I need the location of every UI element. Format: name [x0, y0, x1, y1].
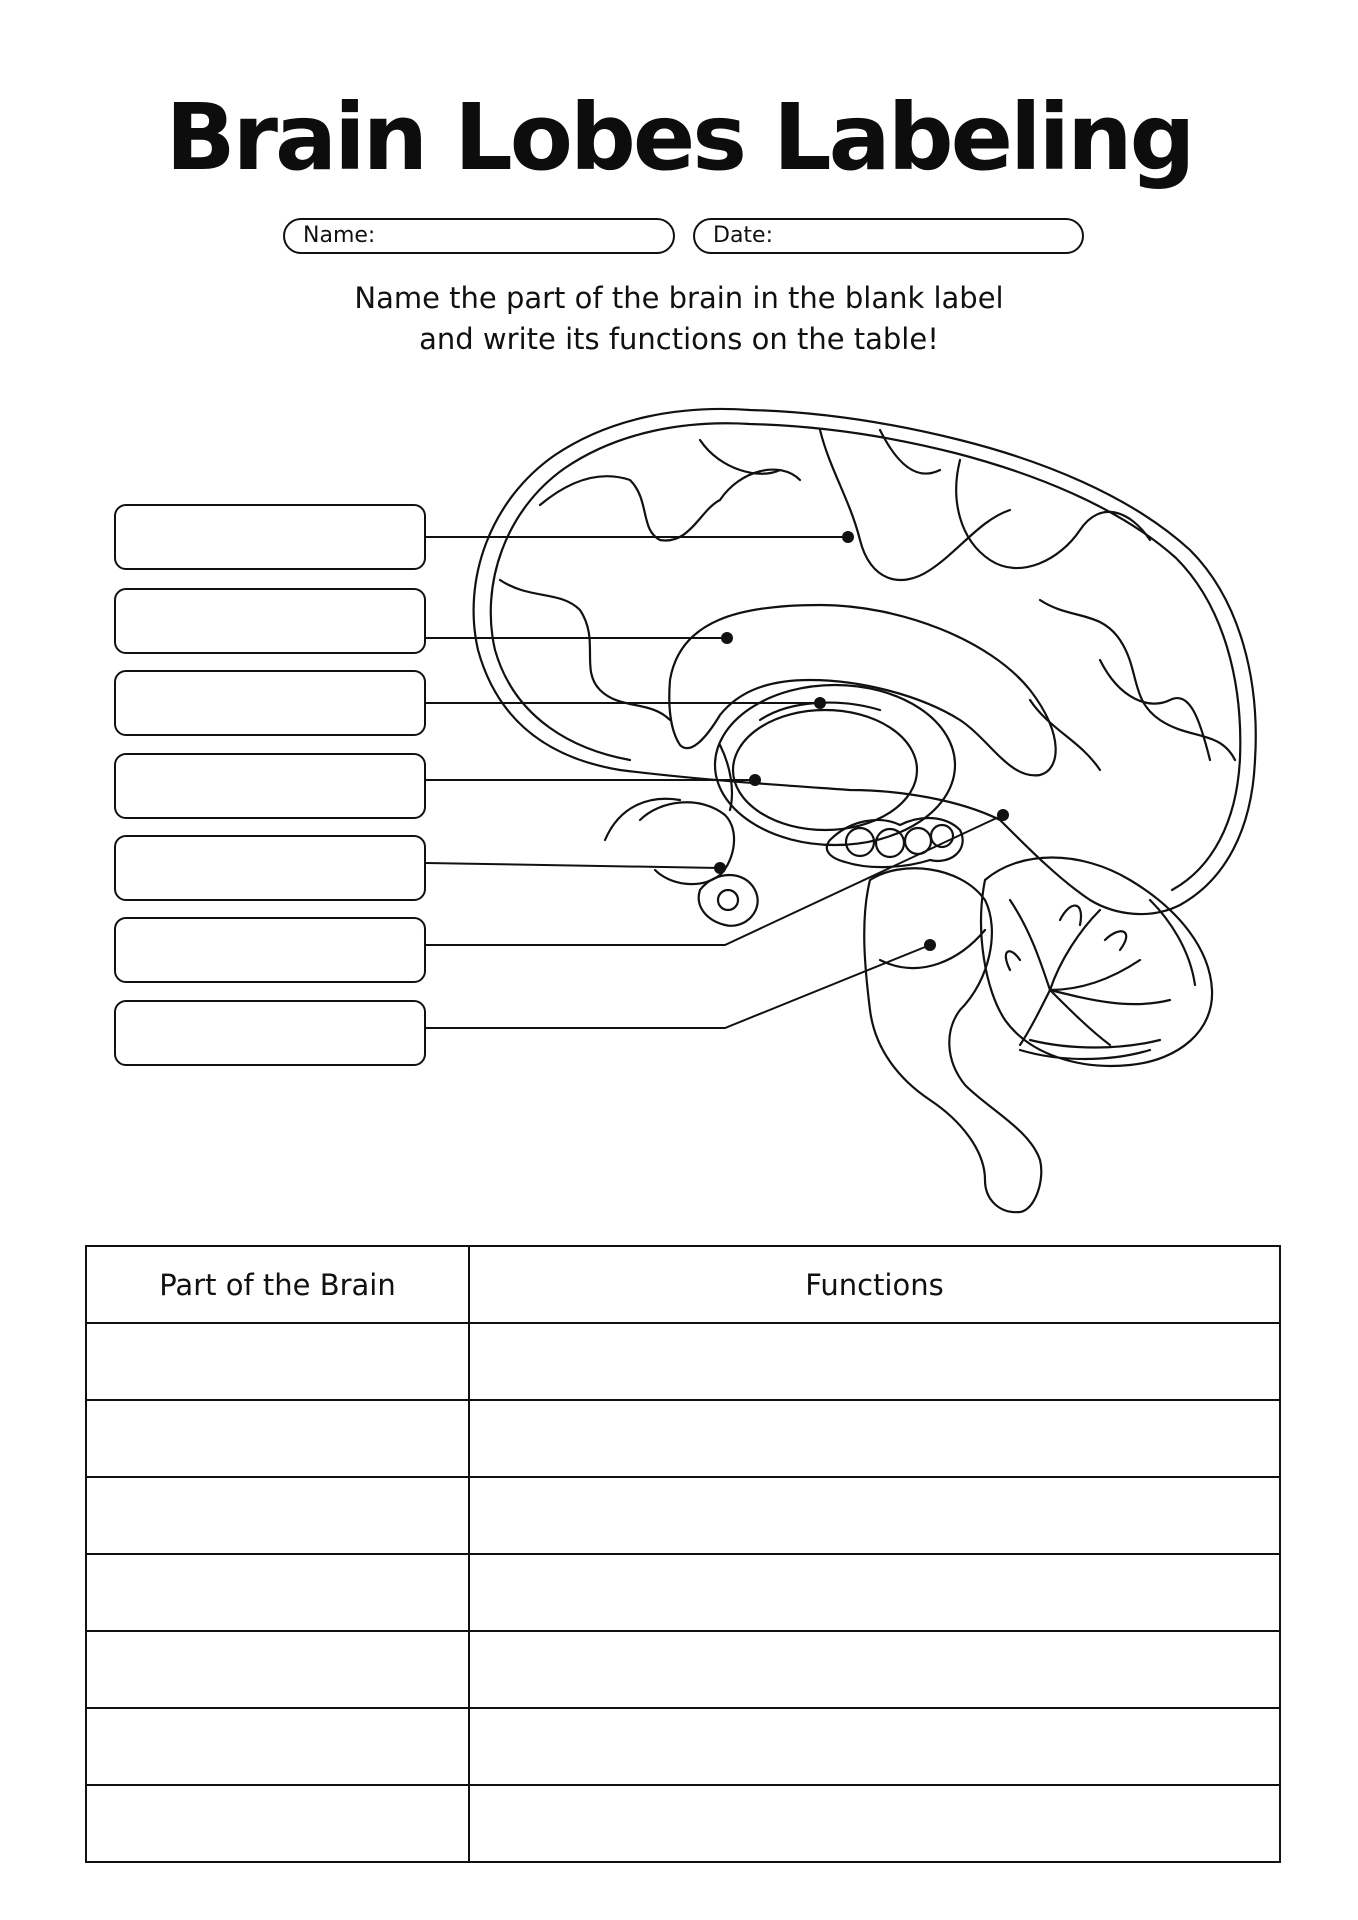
- blank-label-3[interactable]: [114, 670, 426, 736]
- functions-cell[interactable]: [469, 1708, 1280, 1785]
- cerebellum-tree: [1010, 900, 1170, 1045]
- table-header-row: [86, 1246, 1280, 1323]
- leader-dot-6: [997, 809, 1009, 821]
- functions-cell[interactable]: [469, 1400, 1280, 1477]
- leader-dot-7: [924, 939, 936, 951]
- header-part-of-brain: Part of the Brain: [86, 1246, 469, 1323]
- table-row: [86, 1708, 1280, 1785]
- gyrus-line: [540, 470, 800, 541]
- functions-cell[interactable]: [469, 1554, 1280, 1631]
- functions-cell[interactable]: [469, 1631, 1280, 1708]
- table-row: [86, 1477, 1280, 1554]
- leader-dot-3: [814, 697, 826, 709]
- leader-dot-1: [842, 531, 854, 543]
- part-cell[interactable]: [86, 1708, 469, 1785]
- brain-functions-table: [85, 1245, 1281, 1863]
- table-row: [86, 1631, 1280, 1708]
- table-row: [86, 1785, 1280, 1862]
- table-row: [86, 1400, 1280, 1477]
- part-cell[interactable]: [86, 1785, 469, 1862]
- leader-dot-4: [749, 774, 761, 786]
- gyrus-line: [1030, 700, 1100, 770]
- date-field[interactable]: [693, 218, 1084, 254]
- instructions: [0, 278, 1358, 360]
- leader-line-6: [426, 815, 1003, 945]
- cerebellum-leaf: [1006, 906, 1126, 970]
- leader-dot-5: [714, 862, 726, 874]
- gyrus-line: [1040, 600, 1235, 760]
- blank-label-4[interactable]: [114, 753, 426, 819]
- gyrus-line: [956, 460, 1150, 568]
- blank-label-1[interactable]: [114, 504, 426, 570]
- part-cell[interactable]: [86, 1400, 469, 1477]
- table-row: [86, 1554, 1280, 1631]
- functions-cell[interactable]: [469, 1477, 1280, 1554]
- instructions-line-1: Name the part of the brain in the blank label: [354, 281, 1004, 315]
- name-label: Name:: [303, 223, 376, 248]
- gyrus-line: [880, 430, 940, 474]
- chain-bead: [876, 829, 904, 857]
- part-cell[interactable]: [86, 1477, 469, 1554]
- leader-line-5: [426, 863, 720, 868]
- thalamus: [715, 685, 955, 845]
- thalamus-inner: [733, 710, 917, 830]
- name-field[interactable]: [283, 218, 675, 254]
- leader-line-7: [426, 945, 930, 1028]
- gyrus-line: [700, 440, 780, 474]
- worksheet-title: Brain Lobes Labeling: [165, 84, 1193, 191]
- functions-cell[interactable]: [469, 1785, 1280, 1862]
- blank-label-6[interactable]: [114, 917, 426, 983]
- gyrus-line: [820, 430, 1010, 580]
- instructions-line-2: and write its functions on the table!: [419, 322, 939, 356]
- blank-label-2[interactable]: [114, 588, 426, 654]
- blank-label-5[interactable]: [114, 835, 426, 901]
- gyrus-line: [1100, 660, 1210, 760]
- part-cell[interactable]: [86, 1631, 469, 1708]
- functions-cell[interactable]: [469, 1323, 1280, 1400]
- part-cell[interactable]: [86, 1554, 469, 1631]
- corpus-callosum: [669, 605, 1055, 775]
- blank-label-7[interactable]: [114, 1000, 426, 1066]
- date-label: Date:: [713, 223, 773, 248]
- header-functions: Functions: [469, 1246, 1280, 1323]
- brainstem: [864, 868, 1041, 1212]
- leader-dot-2: [721, 632, 733, 644]
- pituitary-inner: [718, 890, 738, 910]
- gyrus-line: [500, 580, 670, 720]
- part-cell[interactable]: [86, 1323, 469, 1400]
- pituitary: [699, 875, 758, 926]
- table-row: [86, 1323, 1280, 1400]
